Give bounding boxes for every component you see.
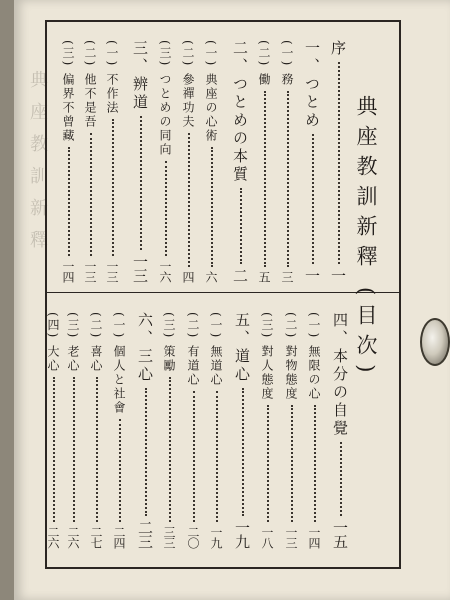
toc-lower-entry: [135, 312, 156, 548]
toc-upper-entry-page: 一: [303, 268, 321, 282]
toc-lower-entry: [208, 312, 225, 548]
toc-upper-entry: [302, 40, 323, 282]
toc-upper-entry-label: (二) 他不是吾: [83, 40, 97, 130]
toc-lower-entry: [161, 312, 178, 548]
toc-upper-entry-page: 一: [329, 268, 347, 282]
toc-lower-entry-label: 四、本分の自覺: [331, 312, 349, 438]
toc-upper-entry-page: 一四: [61, 260, 75, 282]
toc-upper-entry-label: (二) 働: [257, 40, 271, 88]
toc-lower-leader-dots: [169, 377, 171, 522]
toc-lower-entry: [232, 312, 253, 548]
toc-upper-leader-dots: [140, 116, 142, 250]
toc-divider: [45, 292, 399, 293]
toc-lower-entry-page: 二六: [46, 526, 60, 548]
toc-lower-entry-page: 一八: [260, 526, 274, 548]
toc-lower-entry: [306, 312, 323, 548]
toc-upper-entry: [180, 40, 197, 282]
toc-upper-leader-dots: [264, 91, 266, 267]
toc-lower-entry-label: (四) 大心: [46, 312, 60, 374]
toc-upper-entry: [203, 40, 220, 282]
toc-lower-entry: [65, 312, 82, 548]
toc-lower-entry-label: (三) 對人態度: [260, 312, 274, 402]
toc-lower-leader-dots: [340, 442, 342, 516]
toc-lower-leader-dots: [291, 405, 293, 522]
toc-upper-entry-page: 一六: [158, 260, 172, 282]
toc-lower-entry-page: 一九: [233, 520, 251, 548]
toc-upper-entry: [157, 40, 174, 282]
toc-upper-leader-dots: [211, 147, 213, 267]
toc-upper-entry-page: 六: [204, 271, 218, 282]
toc-upper-entry: [328, 40, 349, 282]
toc-upper-entry-label: (一) 不作法: [105, 40, 119, 116]
toc-lower-entry-label: (一) 無限の心: [307, 312, 321, 402]
toc-upper-entry-label: (三) つとめの同向: [158, 40, 172, 158]
toc-lower-entry: [185, 312, 202, 548]
toc-upper-entry-label: 三、辨道: [131, 40, 149, 112]
toc-lower-leader-dots: [314, 405, 316, 522]
toc-lower-entry: [330, 312, 351, 548]
toc-lower-entry-page: 一四: [307, 526, 321, 548]
toc-lower-entry-label: (二) 有道心: [186, 312, 200, 388]
toc-upper-entry: [130, 40, 151, 282]
toc-lower-entry-page: 三三: [162, 526, 176, 548]
toc-upper-entry-page: 五: [257, 271, 271, 282]
toc-upper-leader-dots: [338, 62, 340, 264]
toc-lower-entry-label: (三) 老心: [66, 312, 80, 374]
toc-lower-leader-dots: [73, 377, 75, 522]
toc-upper-entry-page: 四: [181, 271, 195, 282]
toc-upper-leader-dots: [68, 147, 70, 256]
toc-upper-leader-dots: [112, 119, 114, 256]
toc-lower-entry-label: (二) 對物態度: [284, 312, 298, 402]
toc-upper-entry-page: 一三: [131, 254, 149, 282]
toc-lower-entry-page: 二三: [136, 520, 154, 548]
toc-lower-entry: [88, 312, 105, 548]
toc-upper-entry: [256, 40, 273, 282]
toc-upper-leader-dots: [90, 133, 92, 256]
toc-upper-entry: [230, 40, 251, 282]
toc-upper-leader-dots: [287, 91, 289, 267]
toc-lower-entry-label: (一) 無道心: [209, 312, 223, 388]
toc-upper-entry: [82, 40, 99, 282]
toc-upper-leader-dots: [165, 161, 167, 256]
toc-lower-leader-dots: [216, 391, 218, 522]
toc-lower-entry-label: 六、三心: [136, 312, 154, 384]
toc-upper-entry: [104, 40, 121, 282]
toc-upper-entry-label: 二、つとめの本質: [231, 40, 249, 184]
toc-upper-entry: [60, 40, 77, 282]
toc-lower-leader-dots: [96, 377, 98, 522]
toc-upper-entry-label: (一) 務: [280, 40, 294, 88]
toc-upper-leader-dots: [312, 134, 314, 264]
toc-upper-entry-page: 一三: [83, 260, 97, 282]
toc-upper-entry-label: 一、つとめ: [303, 40, 321, 130]
toc-lower-entry-label: (一) 個人と社會: [112, 312, 126, 416]
toc-lower-entry-page: 二六: [66, 526, 80, 548]
toc-upper-entry-label: 序: [329, 40, 347, 58]
toc-upper-entry-page: 一三: [105, 260, 119, 282]
toc-upper-entry-label: (二) 參禪功夫: [181, 40, 195, 130]
book-title: [354, 95, 381, 382]
book-title-text: 典座教訓新釋: [354, 95, 378, 275]
toc-lower-entry: [259, 312, 276, 548]
toc-upper-entry-page: 三: [280, 271, 294, 282]
facing-page-bleed-text: 典座教訓新釋: [27, 70, 48, 262]
toc-lower-leader-dots: [145, 388, 147, 516]
toc-lower-leader-dots: [267, 405, 269, 522]
toc-lower-entry: [283, 312, 300, 548]
toc-lower-entry-label: 五、道心: [233, 312, 251, 384]
toc-lower-entry-page: 二〇: [186, 526, 200, 548]
toc-lower-entry-label: (二) 喜心: [89, 312, 103, 374]
toc-lower-entry-page: 一三: [284, 526, 298, 548]
binder-ring: [420, 318, 450, 366]
toc-lower-entry: [111, 312, 128, 548]
toc-lower-leader-dots: [119, 419, 121, 522]
toc-subtitle: (目次): [354, 287, 378, 382]
toc-lower-leader-dots: [53, 377, 55, 522]
toc-lower-leader-dots: [242, 388, 244, 516]
toc-upper-leader-dots: [188, 133, 190, 267]
toc-upper-entry-label: (一) 典座の心術: [204, 40, 218, 144]
toc-lower-leader-dots: [193, 391, 195, 522]
toc-lower-entry-page: 一九: [209, 526, 223, 548]
toc-upper-entry: [279, 40, 296, 282]
toc-upper-entry-page: 二: [231, 268, 249, 282]
toc-lower-entry-page: 二四: [112, 526, 126, 548]
toc-upper-entry-label: (三) 偏界不曾藏: [61, 40, 75, 144]
toc-lower-entry-label: (三) 策勵: [162, 312, 176, 374]
toc-lower-entry-page: 二七: [89, 526, 103, 548]
toc-lower-entry-page: 一五: [331, 520, 349, 548]
toc-lower-entry: [45, 312, 62, 548]
toc-upper-leader-dots: [240, 188, 242, 264]
